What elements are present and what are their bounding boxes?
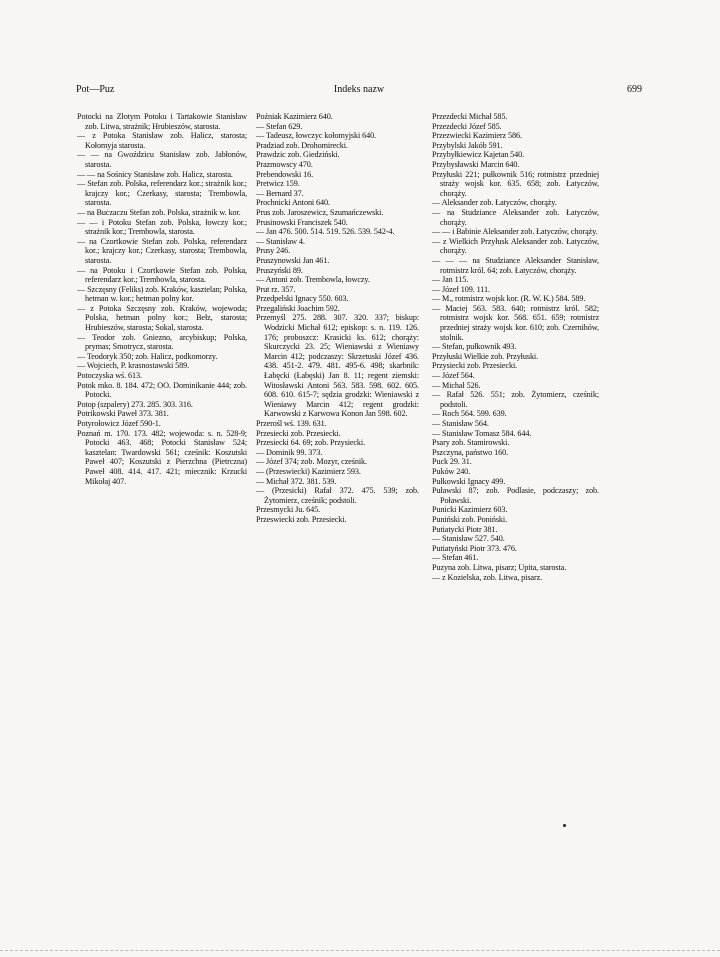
index-entry: Przemyśl 275. 288. 307. 320. 337; biskup: Wodzicki Michał 612; episkop: s. n. 119. 126. 176; proboszcz: Krasicki ks. 612; chorąży: Skurczycki 23. 25; Wieniawski z Wieniawy Marcin 412; podczaszy: Skrzetuski Józef 436. 438. 451-2. 479. 481. 495-6. 498; skarbnik: Łabęcki (Łabęski) Jan 8. 11; regent ziemski: Witosławski Antoni 563. 583. 598. 602. 605. 608. 610. 615-7; sędzia grodzki: Wieniawski z Wieniawy Marcin 412; regent grodzki: Karwowski z Karwowa Konon Jan 598. 602. (256, 313, 419, 419)
running-head-left: Pot—Puz (76, 84, 115, 95)
page-edge-line (0, 950, 720, 951)
index-entry: — Aleksander zob. Łatyczów, chorąży. (432, 198, 557, 208)
index-entry: — na Potoku i Czortkowie Stefan zob. Polska, referendarz kor.; Trembowla, starosta. (77, 265, 247, 285)
index-entry: Przezdecki Michał 585. (432, 112, 508, 121)
index-entry: — z Potoka Stanisław zob. Halicz, starosta; Kołomyja starosta. (77, 131, 247, 150)
index-entry: Przedpelski Ignacy 550. 603. (256, 294, 349, 304)
index-entry: Pruszynowski Jan 461. (256, 255, 330, 265)
index-entry: — — i Babinie Aleksander zob. Łatyczów, chorąży. (432, 227, 598, 237)
index-entry: — — i Potoku Stefan zob. Polska, łowczy kor.; strażnik kor.; Trembowla, starosta. (77, 217, 247, 237)
index-entry: — Szczęsny (Feliks) zob. Kraków, kasztelan; Polska, hetman w. kor.; hetman polny kor. (77, 284, 247, 304)
index-entry: Punicki Kazimierz 603. (432, 505, 508, 515)
index-entry: Pretwicz 159. (256, 179, 300, 189)
index-entry: Pułkowski Ignacy 499. (432, 476, 506, 486)
index-entry: — Józef 374; zob. Mozyr, cześnik. (256, 457, 367, 467)
page-number: 699 (627, 84, 642, 95)
index-entry: — Stanisław Tomasz 584. 644. (432, 428, 532, 438)
index-entry: — na Studziance Aleksander zob. Łatyczów, chorąży. (432, 207, 599, 227)
index-entry: Przezwiecki Kazimierz 586. (432, 131, 522, 141)
index-entry: — Stanisław 4. (256, 236, 305, 246)
index-entry: Przysiecki zob. Przesiecki. (432, 361, 518, 371)
index-entry: Psary zob. Stamirowski. (432, 438, 510, 448)
index-entry: Pruszyński 89. (256, 265, 303, 275)
index-entry: — Jan 115. (432, 275, 469, 285)
index-entry: Potrikowski Paweł 373. 381. (77, 409, 169, 419)
index-entry: Przeswiecki zob. Przesiecki. (256, 514, 347, 524)
index-entry: — Stefan 629. (256, 121, 303, 131)
index-entry: Pradziad zob. Drohomirecki. (256, 140, 348, 150)
index-column-2 (256, 112, 419, 525)
index-entry: Przesiecki 64. 69; zob. Przysiecki. (256, 438, 366, 448)
index-entry: Przezdecki Józef 585. (432, 121, 502, 131)
index-entry: Pszczyna, państwo 160. (432, 447, 509, 457)
index-entry: — z Potoka Szczęsny zob. Kraków, wojewoda; Polska, hetman polny kor.; Bełz, starosta; Hrubieszów, starosta; Sokal, starosta. (77, 303, 247, 333)
index-entry: — Michał 372. 381. 539. (256, 476, 337, 486)
index-entry: — Wojciech, P. krasnostawski 589. (77, 361, 190, 371)
index-entry: Puławski 87; zob. Podlasie, podczaszy; zob. Poławski. (432, 486, 599, 505)
index-entry: — z Kozielska, zob. Litwa, pisarz. (432, 572, 543, 582)
index-entry: — Rafał 526. 551; zob. Żytomierz, cześnik; podstoli. (432, 390, 599, 409)
index-entry: — Maciej 563. 583. 640; rotmistrz król. 582; rotmistrz wojsk kor. 568. 651. 659; rotmistrz przedniej straży wojsk kor. 610; zob. Czernihów, stolnik. (432, 303, 599, 342)
index-entry: Prochnicki Antoni 640. (256, 198, 330, 208)
index-entry: — (Przesicki) Rafał 372. 475. 539; zob. Żytomierz, cześnik; podstoli. (256, 486, 419, 505)
index-entry: Poznań m. 170. 173. 482; wojewoda: s. n. 528-9; Potocki 463. 468; Potocki Stanisław 524; kasztelan: Twardowski 561; cześnik: Koszutski Paweł 407; Koszutski z Pierzchna (Pietrczna) Paweł 408. 414. 417. 421; miecznik: Krzucki Mikołaj 407. (77, 428, 247, 486)
running-head-title: Indeks nazw (333, 84, 385, 95)
page-header (76, 84, 642, 98)
ink-dot (563, 824, 566, 827)
index-column-3 (432, 112, 599, 582)
index-entry: Prazmowscy 470. (256, 159, 313, 169)
index-entry: Przybyłkiewicz Kajetan 540. (432, 150, 525, 160)
index-entry: — Dominik 99. 373. (256, 447, 323, 457)
index-entry: — Teodor zob. Gniezno, arcybiskup; Polska, prymas; Smotrycz, starosta. (77, 332, 247, 352)
index-entry: Przerośl wś. 139. 631. (256, 419, 327, 428)
index-entry: — Tadeusz, łowczyc kołomyjski 640. (256, 131, 377, 141)
index-entry: — (Przeswiecki) Kazimierz 593. (256, 466, 361, 476)
index-entry: Puków 240. (432, 466, 471, 476)
index-entry: — na Czortkowie Stefan zob. Polska, referendarz kor.; krajczy kor.; Czerkasy, starosta; Trembowla, starosta. (77, 236, 247, 265)
index-entry: Potocki na Złotym Potoku i Tartakowie Stanisław zob. Litwa, strażnik; Hrubieszów, starosta. (77, 112, 247, 131)
index-entry: — Bernard 37. (256, 188, 304, 198)
index-entry: — Antoni zob. Trembowla, łowczy. (256, 275, 370, 285)
index-entry: Puck 29. 31. (432, 457, 472, 467)
index-entry: — — na Gwoździcu Stanisław zob. Jabłonów, starosta. (77, 150, 247, 169)
index-entry: Prut rz. 357. (256, 284, 296, 294)
index-entry: Przyłuski 221; pułkownik 516; rotmistrz przedniej straży wojsk kor. 635. 658; zob. Łatyczów, chorąży. (432, 169, 599, 198)
index-column-1 (77, 112, 247, 486)
index-entry: — Jan 476. 500. 514. 519. 526. 539. 542-4. (256, 227, 395, 237)
index-entry: Puniński zob. Poniński. (432, 514, 508, 524)
index-entry: — Michał 526. (432, 380, 481, 390)
index-entry: — Stefan, pułkownik 493. (432, 342, 517, 352)
index-entry: Prebendowski 16. (256, 169, 314, 179)
index-entry: Przybysławski Marcin 640. (432, 159, 520, 169)
index-entry: Potoczyska wś. 613. (77, 371, 142, 381)
index-entry: Potok mko. 8. 184. 472; OO. Dominikanie 444; zob. Potocki. (77, 380, 247, 400)
index-entry: Putiatyński Piotr 373. 476. (432, 543, 517, 553)
index-entry: Przyłuski Wielkie zob. Przyłuski. (432, 351, 539, 361)
index-entry: Przybylski Jakób 591. (432, 140, 503, 150)
index-entry: Potop (szpalery) 273. 285. 303. 316. (77, 399, 193, 409)
index-entry: Putiatycki Piotr 381. (432, 524, 498, 534)
index-entry: Przegaliński Joachim 592. (256, 303, 340, 313)
index-entry: — na Buczaczu Stefan zob. Polska, strażnik w. kor. (77, 207, 241, 217)
index-entry: Prus zob. Jaroszewicz, Szumańczewski. (256, 207, 384, 217)
index-entry: — Stefan zob. Polska, referendarz kor.; strażnik kor.; krajczy kor.; Czerkasy, starosta; Trembowla, starosta. (77, 179, 247, 208)
index-entry: — Stefan 461. (432, 553, 479, 563)
index-entry: Przesmycki Ju. 645. (256, 505, 321, 515)
index-entry: — — na Sośnicy Stanisław zob. Halicz, starosta. (77, 169, 233, 179)
index-entry: — Stanisław 527. 540. (432, 534, 505, 544)
index-entry: — Stanisław 564. (432, 419, 489, 428)
index-entry: — Józef 109. 111. (432, 284, 490, 294)
index-entry: — M., rotmistrz wojsk kor. (R. W. K.) 584. 589. (432, 294, 586, 304)
index-entry: — — — na Studziance Aleksander Stanisław, rotmistrz król. 64; zob. Łatyczów, chorąży. (432, 255, 599, 275)
index-entry: Puzyna zob. Litwa, pisarz; Upita, starosta. (432, 562, 567, 572)
index-entry: — Teodoryk 350; zob. Halicz, podkomorzy. (77, 351, 218, 361)
index-entry: Prusinowski Franciszek 540. (256, 217, 348, 227)
index-entry: — Józef 564. (432, 371, 475, 381)
index-entry: — Roch 564. 599. 639. (432, 409, 507, 419)
index-entry: Prawdzic zob. Giedziński. (256, 150, 340, 160)
index-entry: Przesiecki zob. Przesiecki. (256, 428, 341, 438)
index-entry: Prusy 246. (256, 246, 291, 256)
index-entry: Poźniak Kazimierz 640. (256, 112, 333, 121)
index-entry: — z Wielkich Przyłusk Aleksander zob. Łatyczów, chorąży. (432, 236, 599, 256)
index-entry: Potyrołowicz Józef 590-1. (77, 419, 161, 428)
